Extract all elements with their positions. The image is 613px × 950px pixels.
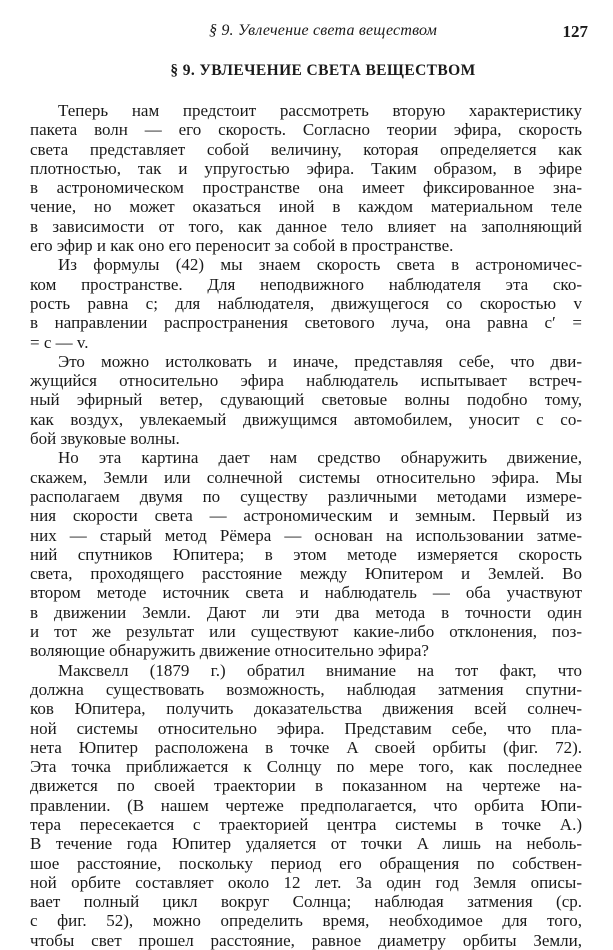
text-line: располагаем двумя по существу различными методами измере- <box>30 486 582 506</box>
text-line: чение, но может оказаться иной в каждом материальном теле <box>30 197 582 217</box>
text-line: ный эфирный ветер, сдувающий световые волны подобно тому, <box>30 390 582 410</box>
text-line: в зависимости от того, как данное тело влияет на заполняющий <box>30 216 582 236</box>
running-head <box>58 22 588 46</box>
text-line: бой звуковые волны. <box>30 429 180 449</box>
text-line: втором методе источник света и наблюдатель — оба участвуют <box>30 583 582 603</box>
text-line: Из формулы (42) мы знаем скорость света в астрономичес- <box>58 255 582 275</box>
text-line: света представляет собой величину, которая определяется как <box>30 139 582 159</box>
text-line: Теперь нам предстоит рассмотреть вторую характеристику <box>58 101 582 120</box>
text-line: воляющие обнаружить движение относительно эфира? <box>30 641 429 661</box>
text-line: нета Юпитер расположена в точке A своей орбиты (фиг. 72). <box>30 737 582 757</box>
body-text <box>30 101 582 950</box>
text-line: света, проходящего расстояние между Юпитером и Землей. Во <box>30 564 582 584</box>
text-line: тера пересекается с траекторией центра системы в точке A.) <box>30 814 582 834</box>
text-line: ний спутников Юпитера; в этом методе измеряется скорость <box>30 544 582 564</box>
text-line: В течение года Юпитер удаляется от точки A лишь на неболь- <box>30 834 582 854</box>
text-line: чтобы свет прошел расстояние, равное диаметру орбиты Земли, <box>30 930 582 950</box>
text-line: с фиг. 52), можно определить время, необходимое для того, <box>30 911 582 931</box>
text-line: Это можно истолковать и иначе, представляя себе, что дви- <box>58 351 582 371</box>
text-line: = c — v. <box>30 332 89 352</box>
text-line: Но эта картина дает нам средство обнаружить движение, <box>58 448 582 468</box>
text-line: вает полный цикл вокруг Солнца; наблюдая затмения (ср. <box>30 892 582 912</box>
text-line: в направлении распространения светового луча, она равна c′ = <box>30 313 582 333</box>
text-line: должна существовать возможность, наблюдая затмения спутни- <box>30 679 582 699</box>
text-line: жущийся относительно эфира наблюдатель испытывает встреч- <box>30 371 582 391</box>
text-line: как воздух, увлекаемый движущимся автомобилем, уносит с со- <box>30 409 582 429</box>
text-line: ной орбите составляет около 12 лет. За один год Земля описы- <box>30 872 582 892</box>
text-line: ния скорости света — астрономическим и земным. Первый из <box>30 506 582 526</box>
text-line: плотностью, так и упругостью эфира. Таким образом, в эфире <box>30 158 582 178</box>
text-line: пакета волн — его скорость. Согласно теории эфира, скорость <box>30 120 582 140</box>
text-line: рость равна c; для наблюдателя, движущегося со скоростью v <box>30 293 582 313</box>
text-line: в движении Земли. Дают ли эти два метода в точности один <box>30 602 582 622</box>
text-line: Максвелл (1879 г.) обратил внимание на тот факт, что <box>58 660 582 680</box>
text-line: Эта точка приближается к Солнцу по мере того, как последнее <box>30 757 582 777</box>
text-line: ком пространстве. Для неподвижного наблюдателя эта ско- <box>30 274 582 294</box>
page-number: 127 <box>562 22 588 41</box>
text-line: ной системы относительно эфира. Представим себе, что пла- <box>30 718 582 738</box>
section-title: § 9. УВЛЕЧЕНИЕ СВЕТА ВЕЩЕСТВОМ <box>170 62 476 79</box>
text-line: ков Юпитера, получить доказательства движения всей солнеч- <box>30 699 582 719</box>
text-line: в астрономическом пространстве она имеет фиксированное зна- <box>30 178 582 198</box>
text-line: шое расстояние, поскольку период его обращения по собствен- <box>30 853 582 873</box>
running-title: § 9. Увлечение света веществом <box>208 22 438 39</box>
text-line: его эфир и как оно его переносит за собой в пространстве. <box>30 236 454 256</box>
text-line: и тот же результат или существуют какие-либо отклонения, поз- <box>30 622 582 642</box>
text-line: скажем, Земли или солнечной системы относительно эфира. Мы <box>30 467 582 487</box>
text-line: правлении. (В нашем чертеже предполагается, что орбита Юпи- <box>30 795 582 815</box>
text-line: них — старый метод Рёмера — основан на использовании затме- <box>30 525 582 545</box>
text-line: движется по своей траектории в показанном на чертеже на- <box>30 776 582 796</box>
